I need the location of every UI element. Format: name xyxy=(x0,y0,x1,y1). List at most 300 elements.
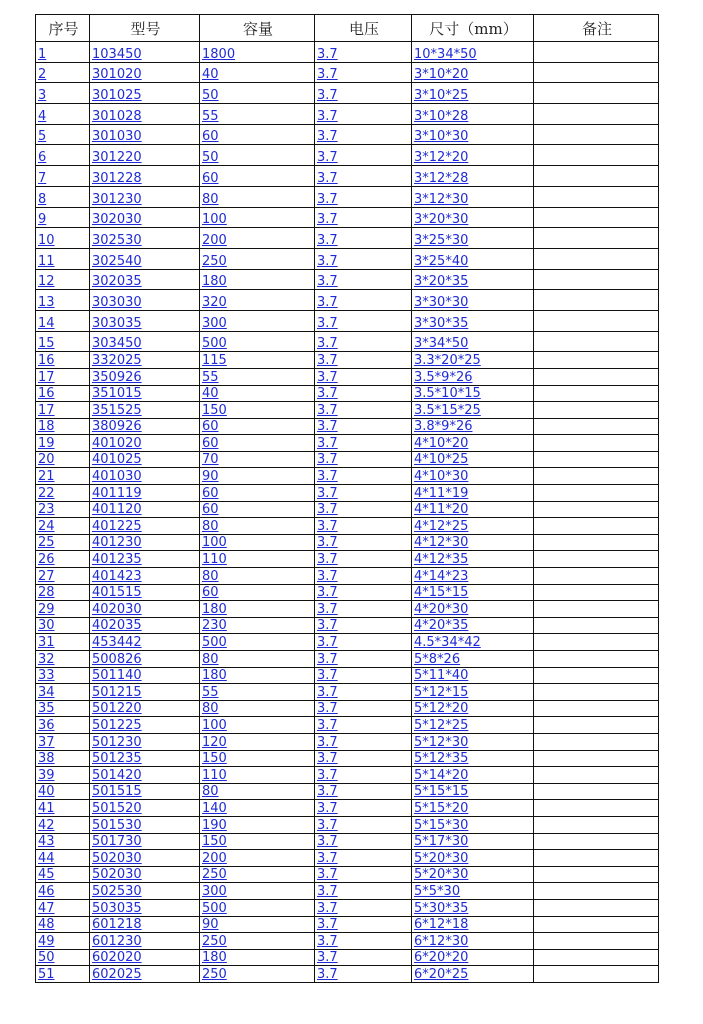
cell-index: 1 xyxy=(36,42,90,63)
cell-remarks xyxy=(534,733,659,750)
cell-voltage: 3.7 xyxy=(315,601,412,618)
cell-model: 380926 xyxy=(90,418,200,435)
cell-capacity: 60 xyxy=(200,166,315,187)
cell-size: 5*12*15 xyxy=(412,684,534,701)
cell-remarks xyxy=(534,145,659,166)
cell-capacity: 180 xyxy=(200,601,315,618)
cell-remarks xyxy=(534,104,659,125)
cell-voltage: 3.7 xyxy=(315,331,412,352)
cell-remarks xyxy=(534,485,659,502)
cell-remarks xyxy=(534,186,659,207)
cell-size: 5*15*20 xyxy=(412,800,534,817)
table-row xyxy=(36,916,659,933)
cell-voltage: 3.7 xyxy=(315,83,412,104)
cell-capacity: 190 xyxy=(200,816,315,833)
cell-size: 4*10*25 xyxy=(412,451,534,468)
cell-model: 301028 xyxy=(90,104,200,125)
cell-voltage: 3.7 xyxy=(315,783,412,800)
table-row xyxy=(36,207,659,228)
cell-remarks xyxy=(534,402,659,419)
cell-index: 13 xyxy=(36,290,90,311)
cell-voltage: 3.7 xyxy=(315,186,412,207)
table-row xyxy=(36,269,659,290)
cell-index: 26 xyxy=(36,551,90,568)
cell-model: 401119 xyxy=(90,485,200,502)
cell-model: 500826 xyxy=(90,651,200,668)
cell-voltage: 3.7 xyxy=(315,651,412,668)
cell-size: 3.3*20*25 xyxy=(412,352,534,369)
cell-index: 8 xyxy=(36,186,90,207)
header-remarks: 备注 xyxy=(534,15,659,42)
cell-remarks xyxy=(534,518,659,535)
cell-index: 37 xyxy=(36,733,90,750)
table-row xyxy=(36,816,659,833)
cell-model: 401020 xyxy=(90,435,200,452)
cell-remarks xyxy=(534,584,659,601)
cell-index: 7 xyxy=(36,166,90,187)
cell-model: 501520 xyxy=(90,800,200,817)
table-row xyxy=(36,767,659,784)
table-row xyxy=(36,651,659,668)
cell-size: 3.5*10*15 xyxy=(412,385,534,402)
cell-voltage: 3.7 xyxy=(315,700,412,717)
cell-voltage: 3.7 xyxy=(315,733,412,750)
cell-index: 30 xyxy=(36,617,90,634)
cell-remarks xyxy=(534,617,659,634)
cell-model: 502030 xyxy=(90,850,200,867)
cell-remarks xyxy=(534,310,659,331)
table-row xyxy=(36,733,659,750)
cell-remarks xyxy=(534,700,659,717)
cell-remarks xyxy=(534,816,659,833)
cell-voltage: 3.7 xyxy=(315,124,412,145)
cell-model: 401515 xyxy=(90,584,200,601)
cell-model: 502030 xyxy=(90,866,200,883)
cell-index: 14 xyxy=(36,310,90,331)
cell-remarks xyxy=(534,601,659,618)
cell-capacity: 250 xyxy=(200,966,315,983)
cell-size: 6*20*20 xyxy=(412,949,534,966)
cell-index: 5 xyxy=(36,124,90,145)
cell-index: 43 xyxy=(36,833,90,850)
cell-remarks xyxy=(534,418,659,435)
cell-capacity: 300 xyxy=(200,310,315,331)
cell-voltage: 3.7 xyxy=(315,385,412,402)
cell-capacity: 80 xyxy=(200,700,315,717)
cell-size: 4*12*30 xyxy=(412,534,534,551)
cell-voltage: 3.7 xyxy=(315,418,412,435)
cell-size: 4*14*23 xyxy=(412,568,534,585)
cell-size: 5*20*30 xyxy=(412,850,534,867)
table-row xyxy=(36,568,659,585)
cell-voltage: 3.7 xyxy=(315,485,412,502)
cell-index: 20 xyxy=(36,451,90,468)
cell-remarks xyxy=(534,207,659,228)
cell-size: 3*10*20 xyxy=(412,62,534,83)
cell-capacity: 60 xyxy=(200,435,315,452)
table-row xyxy=(36,352,659,369)
cell-index: 50 xyxy=(36,949,90,966)
cell-capacity: 200 xyxy=(200,228,315,249)
cell-size: 3*10*28 xyxy=(412,104,534,125)
cell-capacity: 500 xyxy=(200,899,315,916)
cell-remarks xyxy=(534,228,659,249)
cell-capacity: 250 xyxy=(200,248,315,269)
battery-spec-table xyxy=(35,14,659,983)
cell-model: 401235 xyxy=(90,551,200,568)
cell-model: 501230 xyxy=(90,733,200,750)
cell-remarks xyxy=(534,501,659,518)
cell-model: 501215 xyxy=(90,684,200,701)
cell-model: 401225 xyxy=(90,518,200,535)
cell-voltage: 3.7 xyxy=(315,451,412,468)
cell-capacity: 55 xyxy=(200,684,315,701)
cell-voltage: 3.7 xyxy=(315,933,412,950)
cell-capacity: 110 xyxy=(200,551,315,568)
table-row xyxy=(36,248,659,269)
cell-voltage: 3.7 xyxy=(315,617,412,634)
cell-capacity: 80 xyxy=(200,783,315,800)
cell-size: 3.5*15*25 xyxy=(412,402,534,419)
cell-index: 17 xyxy=(36,368,90,385)
cell-remarks xyxy=(534,651,659,668)
table-row xyxy=(36,166,659,187)
cell-voltage: 3.7 xyxy=(315,684,412,701)
cell-model: 501140 xyxy=(90,667,200,684)
cell-remarks xyxy=(534,949,659,966)
cell-remarks xyxy=(534,534,659,551)
cell-index: 28 xyxy=(36,584,90,601)
cell-remarks xyxy=(534,368,659,385)
cell-voltage: 3.7 xyxy=(315,518,412,535)
cell-model: 350926 xyxy=(90,368,200,385)
cell-model: 103450 xyxy=(90,42,200,63)
header-voltage: 电压 xyxy=(315,15,412,42)
table-row xyxy=(36,684,659,701)
cell-capacity: 55 xyxy=(200,104,315,125)
cell-voltage: 3.7 xyxy=(315,767,412,784)
cell-remarks xyxy=(534,269,659,290)
cell-model: 402030 xyxy=(90,601,200,618)
table-row xyxy=(36,601,659,618)
cell-index: 35 xyxy=(36,700,90,717)
cell-remarks xyxy=(534,568,659,585)
cell-remarks xyxy=(534,833,659,850)
table-row xyxy=(36,435,659,452)
cell-capacity: 60 xyxy=(200,501,315,518)
cell-remarks xyxy=(534,667,659,684)
cell-remarks xyxy=(534,883,659,900)
cell-capacity: 80 xyxy=(200,651,315,668)
table-row xyxy=(36,850,659,867)
cell-model: 601218 xyxy=(90,916,200,933)
cell-capacity: 100 xyxy=(200,717,315,734)
cell-model: 301228 xyxy=(90,166,200,187)
cell-voltage: 3.7 xyxy=(315,800,412,817)
cell-voltage: 3.7 xyxy=(315,269,412,290)
cell-size: 4*11*19 xyxy=(412,485,534,502)
cell-voltage: 3.7 xyxy=(315,402,412,419)
cell-size: 3*30*30 xyxy=(412,290,534,311)
cell-index: 12 xyxy=(36,269,90,290)
header-row xyxy=(36,15,659,42)
cell-voltage: 3.7 xyxy=(315,468,412,485)
cell-size: 3*10*30 xyxy=(412,124,534,145)
cell-index: 51 xyxy=(36,966,90,983)
table-row xyxy=(36,331,659,352)
cell-remarks xyxy=(534,966,659,983)
cell-model: 602020 xyxy=(90,949,200,966)
cell-voltage: 3.7 xyxy=(315,368,412,385)
cell-voltage: 3.7 xyxy=(315,534,412,551)
cell-capacity: 70 xyxy=(200,451,315,468)
table-row xyxy=(36,551,659,568)
header-capacity: 容量 xyxy=(200,15,315,42)
cell-size: 3.8*9*26 xyxy=(412,418,534,435)
cell-index: 34 xyxy=(36,684,90,701)
cell-remarks xyxy=(534,468,659,485)
table-row xyxy=(36,584,659,601)
cell-model: 351525 xyxy=(90,402,200,419)
table-row xyxy=(36,518,659,535)
table-row xyxy=(36,617,659,634)
cell-remarks xyxy=(534,166,659,187)
cell-capacity: 150 xyxy=(200,402,315,419)
cell-model: 332025 xyxy=(90,352,200,369)
cell-model: 301020 xyxy=(90,62,200,83)
cell-index: 49 xyxy=(36,933,90,950)
cell-index: 45 xyxy=(36,866,90,883)
cell-size: 4*12*35 xyxy=(412,551,534,568)
cell-model: 402035 xyxy=(90,617,200,634)
table-row xyxy=(36,418,659,435)
cell-index: 10 xyxy=(36,228,90,249)
cell-model: 302030 xyxy=(90,207,200,228)
cell-size: 6*12*30 xyxy=(412,933,534,950)
cell-voltage: 3.7 xyxy=(315,717,412,734)
cell-remarks xyxy=(534,352,659,369)
cell-size: 4*10*20 xyxy=(412,435,534,452)
cell-size: 5*8*26 xyxy=(412,651,534,668)
table-row xyxy=(36,501,659,518)
table-row xyxy=(36,83,659,104)
cell-size: 5*30*35 xyxy=(412,899,534,916)
cell-capacity: 150 xyxy=(200,833,315,850)
cell-size: 3*25*40 xyxy=(412,248,534,269)
cell-remarks xyxy=(534,83,659,104)
cell-index: 19 xyxy=(36,435,90,452)
cell-index: 15 xyxy=(36,331,90,352)
cell-model: 501225 xyxy=(90,717,200,734)
cell-model: 301220 xyxy=(90,145,200,166)
cell-model: 401230 xyxy=(90,534,200,551)
cell-index: 16 xyxy=(36,352,90,369)
cell-model: 401423 xyxy=(90,568,200,585)
cell-capacity: 140 xyxy=(200,800,315,817)
cell-capacity: 1800 xyxy=(200,42,315,63)
table-row xyxy=(36,949,659,966)
cell-capacity: 300 xyxy=(200,883,315,900)
cell-model: 501730 xyxy=(90,833,200,850)
cell-size: 5*17*30 xyxy=(412,833,534,850)
cell-size: 3*12*20 xyxy=(412,145,534,166)
table-row xyxy=(36,783,659,800)
cell-capacity: 60 xyxy=(200,584,315,601)
table-row xyxy=(36,634,659,651)
cell-remarks xyxy=(534,124,659,145)
cell-capacity: 180 xyxy=(200,949,315,966)
cell-voltage: 3.7 xyxy=(315,62,412,83)
cell-size: 5*15*15 xyxy=(412,783,534,800)
cell-voltage: 3.7 xyxy=(315,551,412,568)
cell-index: 3 xyxy=(36,83,90,104)
cell-voltage: 3.7 xyxy=(315,207,412,228)
cell-index: 21 xyxy=(36,468,90,485)
cell-index: 29 xyxy=(36,601,90,618)
cell-capacity: 60 xyxy=(200,485,315,502)
cell-index: 46 xyxy=(36,883,90,900)
cell-size: 4*20*30 xyxy=(412,601,534,618)
cell-remarks xyxy=(534,385,659,402)
table-row xyxy=(36,42,659,63)
table-row xyxy=(36,402,659,419)
table-row xyxy=(36,717,659,734)
cell-size: 5*12*20 xyxy=(412,700,534,717)
cell-voltage: 3.7 xyxy=(315,42,412,63)
cell-model: 351015 xyxy=(90,385,200,402)
cell-size: 3*12*30 xyxy=(412,186,534,207)
cell-remarks xyxy=(534,331,659,352)
table-row xyxy=(36,966,659,983)
cell-model: 302530 xyxy=(90,228,200,249)
cell-voltage: 3.7 xyxy=(315,833,412,850)
table-row xyxy=(36,899,659,916)
cell-voltage: 3.7 xyxy=(315,850,412,867)
table-row xyxy=(36,186,659,207)
table-row xyxy=(36,485,659,502)
table-row xyxy=(36,310,659,331)
cell-voltage: 3.7 xyxy=(315,501,412,518)
cell-model: 303035 xyxy=(90,310,200,331)
cell-remarks xyxy=(534,62,659,83)
cell-remarks xyxy=(534,850,659,867)
table-row xyxy=(36,145,659,166)
cell-index: 25 xyxy=(36,534,90,551)
cell-remarks xyxy=(534,634,659,651)
cell-size: 4*10*30 xyxy=(412,468,534,485)
header-index: 序号 xyxy=(36,15,90,42)
table-row xyxy=(36,124,659,145)
table-row xyxy=(36,385,659,402)
cell-model: 303030 xyxy=(90,290,200,311)
cell-size: 4*12*25 xyxy=(412,518,534,535)
table-row xyxy=(36,468,659,485)
header-size: 尺寸（mm） xyxy=(412,15,534,42)
cell-model: 501530 xyxy=(90,816,200,833)
cell-model: 301230 xyxy=(90,186,200,207)
cell-size: 3.5*9*26 xyxy=(412,368,534,385)
cell-capacity: 100 xyxy=(200,207,315,228)
cell-size: 3*10*25 xyxy=(412,83,534,104)
cell-capacity: 110 xyxy=(200,767,315,784)
cell-size: 3*25*30 xyxy=(412,228,534,249)
cell-voltage: 3.7 xyxy=(315,435,412,452)
table-row xyxy=(36,750,659,767)
cell-index: 18 xyxy=(36,418,90,435)
cell-index: 32 xyxy=(36,651,90,668)
table-row xyxy=(36,866,659,883)
cell-capacity: 250 xyxy=(200,866,315,883)
cell-voltage: 3.7 xyxy=(315,166,412,187)
cell-remarks xyxy=(534,899,659,916)
cell-size: 4*11*20 xyxy=(412,501,534,518)
cell-remarks xyxy=(534,717,659,734)
cell-remarks xyxy=(534,248,659,269)
cell-voltage: 3.7 xyxy=(315,568,412,585)
cell-size: 3*20*35 xyxy=(412,269,534,290)
table-row xyxy=(36,228,659,249)
cell-capacity: 180 xyxy=(200,269,315,290)
cell-model: 303450 xyxy=(90,331,200,352)
table-row xyxy=(36,883,659,900)
cell-capacity: 80 xyxy=(200,568,315,585)
cell-index: 33 xyxy=(36,667,90,684)
table-body xyxy=(36,42,659,983)
cell-index: 42 xyxy=(36,816,90,833)
cell-voltage: 3.7 xyxy=(315,866,412,883)
cell-voltage: 3.7 xyxy=(315,634,412,651)
cell-capacity: 60 xyxy=(200,124,315,145)
cell-capacity: 80 xyxy=(200,186,315,207)
cell-remarks xyxy=(534,916,659,933)
cell-model: 501515 xyxy=(90,783,200,800)
cell-remarks xyxy=(534,451,659,468)
cell-model: 602025 xyxy=(90,966,200,983)
cell-remarks xyxy=(534,933,659,950)
cell-index: 17 xyxy=(36,402,90,419)
cell-size: 6*20*25 xyxy=(412,966,534,983)
cell-model: 501220 xyxy=(90,700,200,717)
cell-model: 453442 xyxy=(90,634,200,651)
cell-voltage: 3.7 xyxy=(315,310,412,331)
cell-voltage: 3.7 xyxy=(315,584,412,601)
cell-remarks xyxy=(534,684,659,701)
cell-capacity: 500 xyxy=(200,331,315,352)
cell-model: 401025 xyxy=(90,451,200,468)
cell-capacity: 100 xyxy=(200,534,315,551)
cell-voltage: 3.7 xyxy=(315,145,412,166)
cell-size: 5*12*30 xyxy=(412,733,534,750)
table-row xyxy=(36,368,659,385)
cell-model: 401030 xyxy=(90,468,200,485)
table-row xyxy=(36,451,659,468)
cell-size: 5*11*40 xyxy=(412,667,534,684)
cell-voltage: 3.7 xyxy=(315,816,412,833)
cell-voltage: 3.7 xyxy=(315,916,412,933)
cell-capacity: 80 xyxy=(200,518,315,535)
cell-model: 301030 xyxy=(90,124,200,145)
cell-remarks xyxy=(534,551,659,568)
cell-index: 31 xyxy=(36,634,90,651)
table-row xyxy=(36,290,659,311)
cell-voltage: 3.7 xyxy=(315,248,412,269)
cell-model: 502530 xyxy=(90,883,200,900)
cell-voltage: 3.7 xyxy=(315,883,412,900)
cell-capacity: 50 xyxy=(200,145,315,166)
cell-capacity: 115 xyxy=(200,352,315,369)
cell-size: 4*15*15 xyxy=(412,584,534,601)
cell-model: 301025 xyxy=(90,83,200,104)
